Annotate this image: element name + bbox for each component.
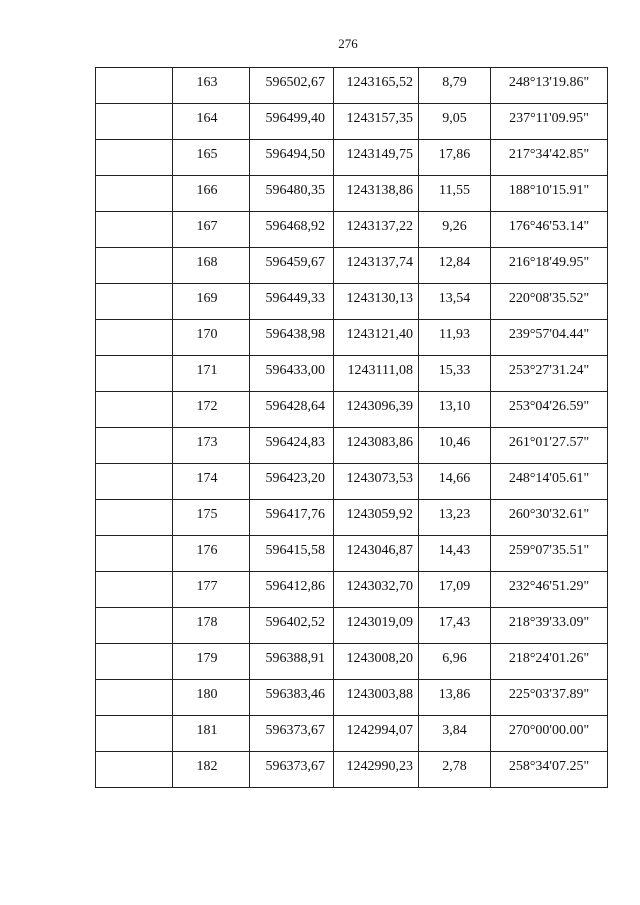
cell-x-coordinate: 596383,46 (250, 680, 334, 716)
cell-blank (96, 428, 173, 464)
cell-x-coordinate: 596402,52 (250, 608, 334, 644)
cell-x-coordinate: 596373,67 (250, 752, 334, 788)
cell-y-coordinate: 1243137,22 (334, 212, 419, 248)
table-row (96, 248, 608, 284)
table-row (96, 500, 608, 536)
cell-y-coordinate: 1243096,39 (334, 392, 419, 428)
table-row (96, 140, 608, 176)
cell-bearing: 225°03'37.89" (491, 680, 608, 716)
cell-distance: 8,79 (419, 68, 491, 104)
cell-y-coordinate: 1243073,53 (334, 464, 419, 500)
cell-y-coordinate: 1243165,52 (334, 68, 419, 104)
cell-point-number: 169 (173, 284, 250, 320)
cell-point-number: 174 (173, 464, 250, 500)
cell-x-coordinate: 596480,35 (250, 176, 334, 212)
cell-bearing: 188°10'15.91" (491, 176, 608, 212)
cell-bearing: 220°08'35.52" (491, 284, 608, 320)
cell-y-coordinate: 1243137,74 (334, 248, 419, 284)
cell-x-coordinate: 596412,86 (250, 572, 334, 608)
cell-blank (96, 752, 173, 788)
cell-blank (96, 284, 173, 320)
cell-y-coordinate: 1243032,70 (334, 572, 419, 608)
cell-x-coordinate: 596423,20 (250, 464, 334, 500)
cell-point-number: 180 (173, 680, 250, 716)
cell-x-coordinate: 596459,67 (250, 248, 334, 284)
cell-bearing: 218°24'01.26" (491, 644, 608, 680)
cell-bearing: 232°46'51.29" (491, 572, 608, 608)
cell-y-coordinate: 1243121,40 (334, 320, 419, 356)
cell-y-coordinate: 1243138,86 (334, 176, 419, 212)
cell-distance: 17,09 (419, 572, 491, 608)
table-row (96, 284, 608, 320)
cell-blank (96, 464, 173, 500)
cell-x-coordinate: 596417,76 (250, 500, 334, 536)
cell-bearing: 253°27'31.24" (491, 356, 608, 392)
cell-distance: 6,96 (419, 644, 491, 680)
cell-point-number: 166 (173, 176, 250, 212)
cell-blank (96, 140, 173, 176)
cell-blank (96, 500, 173, 536)
table-row (96, 536, 608, 572)
cell-x-coordinate: 596494,50 (250, 140, 334, 176)
cell-blank (96, 320, 173, 356)
cell-distance: 10,46 (419, 428, 491, 464)
table-row (96, 392, 608, 428)
cell-y-coordinate: 1243083,86 (334, 428, 419, 464)
cell-bearing: 260°30'32.61" (491, 500, 608, 536)
cell-y-coordinate: 1242990,23 (334, 752, 419, 788)
cell-point-number: 181 (173, 716, 250, 752)
cell-blank (96, 176, 173, 212)
cell-blank (96, 68, 173, 104)
table-row (96, 680, 608, 716)
cell-x-coordinate: 596449,33 (250, 284, 334, 320)
cell-y-coordinate: 1243008,20 (334, 644, 419, 680)
cell-point-number: 170 (173, 320, 250, 356)
cell-blank (96, 392, 173, 428)
cell-y-coordinate: 1243149,75 (334, 140, 419, 176)
cell-x-coordinate: 596433,00 (250, 356, 334, 392)
table-row (96, 464, 608, 500)
cell-distance: 12,84 (419, 248, 491, 284)
cell-blank (96, 680, 173, 716)
cell-blank (96, 608, 173, 644)
cell-point-number: 176 (173, 536, 250, 572)
table-row (96, 104, 608, 140)
table-row (96, 212, 608, 248)
cell-y-coordinate: 1243157,35 (334, 104, 419, 140)
cell-bearing: 248°14'05.61" (491, 464, 608, 500)
cell-y-coordinate: 1243130,13 (334, 284, 419, 320)
cell-distance: 14,66 (419, 464, 491, 500)
cell-point-number: 173 (173, 428, 250, 464)
cell-distance: 11,93 (419, 320, 491, 356)
cell-point-number: 172 (173, 392, 250, 428)
cell-x-coordinate: 596438,98 (250, 320, 334, 356)
table-row (96, 608, 608, 644)
cell-bearing: 216°18'49.95" (491, 248, 608, 284)
cell-x-coordinate: 596415,58 (250, 536, 334, 572)
cell-x-coordinate: 596499,40 (250, 104, 334, 140)
cell-point-number: 165 (173, 140, 250, 176)
cell-point-number: 175 (173, 500, 250, 536)
cell-blank (96, 572, 173, 608)
cell-point-number: 178 (173, 608, 250, 644)
cell-x-coordinate: 596373,67 (250, 716, 334, 752)
cell-distance: 13,10 (419, 392, 491, 428)
cell-bearing: 259°07'35.51" (491, 536, 608, 572)
cell-bearing: 217°34'42.85" (491, 140, 608, 176)
cell-y-coordinate: 1243111,08 (334, 356, 419, 392)
coordinates-table-body (96, 68, 608, 788)
cell-x-coordinate: 596502,67 (250, 68, 334, 104)
cell-blank (96, 536, 173, 572)
cell-point-number: 168 (173, 248, 250, 284)
table-row (96, 68, 608, 104)
cell-point-number: 163 (173, 68, 250, 104)
cell-bearing: 248°13'19.86" (491, 68, 608, 104)
cell-y-coordinate: 1243003,88 (334, 680, 419, 716)
cell-x-coordinate: 596428,64 (250, 392, 334, 428)
table-row (96, 428, 608, 464)
cell-y-coordinate: 1243059,92 (334, 500, 419, 536)
cell-distance: 13,23 (419, 500, 491, 536)
cell-distance: 9,26 (419, 212, 491, 248)
cell-x-coordinate: 596424,83 (250, 428, 334, 464)
cell-x-coordinate: 596388,91 (250, 644, 334, 680)
cell-distance: 17,43 (419, 608, 491, 644)
cell-distance: 13,54 (419, 284, 491, 320)
cell-blank (96, 212, 173, 248)
table-row (96, 752, 608, 788)
cell-point-number: 171 (173, 356, 250, 392)
cell-bearing: 270°00'00.00" (491, 716, 608, 752)
cell-point-number: 167 (173, 212, 250, 248)
cell-blank (96, 104, 173, 140)
cell-bearing: 261°01'27.57" (491, 428, 608, 464)
cell-bearing: 239°57'04.44" (491, 320, 608, 356)
cell-distance: 2,78 (419, 752, 491, 788)
cell-point-number: 164 (173, 104, 250, 140)
cell-bearing: 176°46'53.14" (491, 212, 608, 248)
cell-point-number: 182 (173, 752, 250, 788)
cell-bearing: 218°39'33.09" (491, 608, 608, 644)
cell-distance: 11,55 (419, 176, 491, 212)
table-row (96, 572, 608, 608)
cell-distance: 15,33 (419, 356, 491, 392)
cell-x-coordinate: 596468,92 (250, 212, 334, 248)
cell-distance: 3,84 (419, 716, 491, 752)
cell-bearing: 253°04'26.59" (491, 392, 608, 428)
table-row (96, 356, 608, 392)
table-row (96, 320, 608, 356)
coordinates-table (95, 67, 608, 788)
page-number: 276 (338, 36, 358, 51)
cell-blank (96, 644, 173, 680)
cell-distance: 17,86 (419, 140, 491, 176)
cell-bearing: 258°34'07.25" (491, 752, 608, 788)
cell-blank (96, 356, 173, 392)
cell-blank (96, 248, 173, 284)
cell-point-number: 179 (173, 644, 250, 680)
cell-distance: 14,43 (419, 536, 491, 572)
cell-distance: 9,05 (419, 104, 491, 140)
cell-distance: 13,86 (419, 680, 491, 716)
cell-blank (96, 716, 173, 752)
cell-point-number: 177 (173, 572, 250, 608)
cell-bearing: 237°11'09.95" (491, 104, 608, 140)
cell-y-coordinate: 1243019,09 (334, 608, 419, 644)
table-row (96, 644, 608, 680)
table-row (96, 716, 608, 752)
cell-y-coordinate: 1243046,87 (334, 536, 419, 572)
table-row (96, 176, 608, 212)
cell-y-coordinate: 1242994,07 (334, 716, 419, 752)
